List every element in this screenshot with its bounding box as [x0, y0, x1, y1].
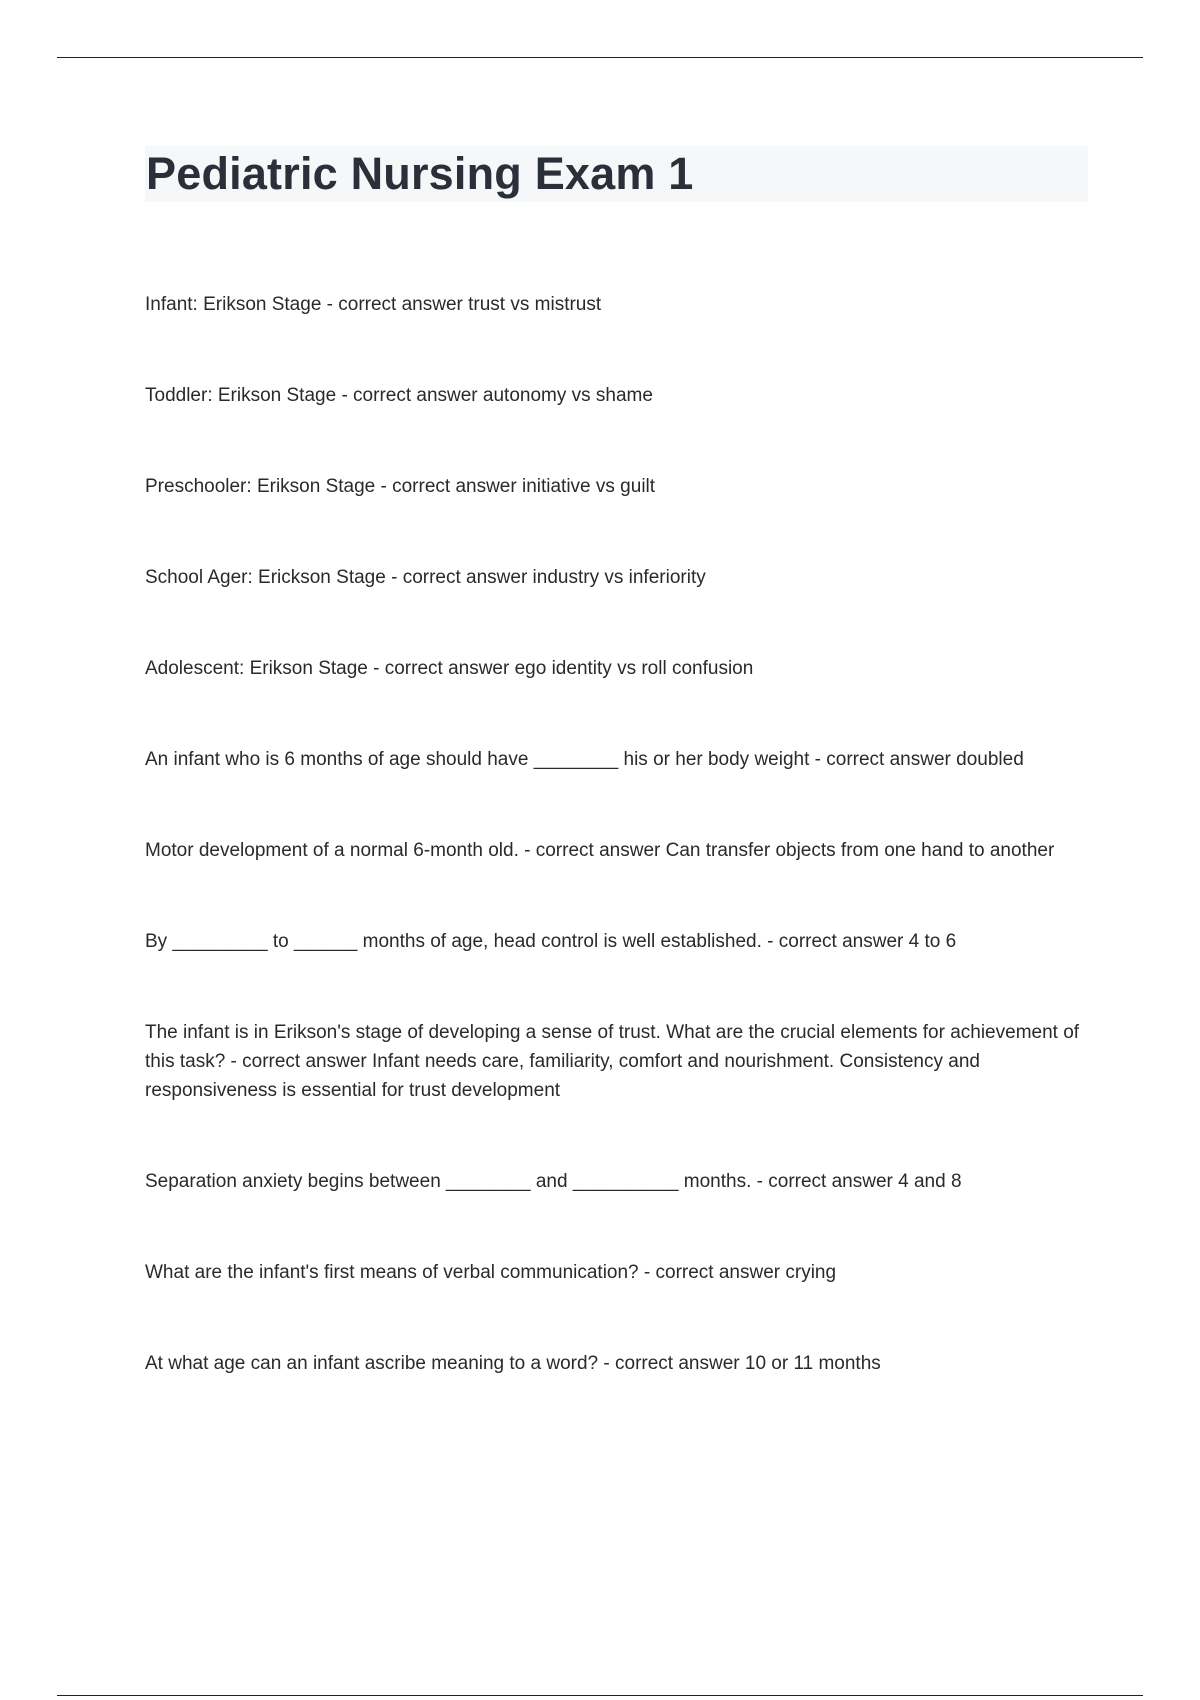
qa-item: By _________ to ______ months of age, head control is well established. - correct answer 4 to 6	[145, 931, 957, 952]
qa-item: What are the infant's first means of verbal communication? - correct answer crying	[145, 1262, 837, 1283]
qa-item: Separation anxiety begins between ________ and __________ months. - correct answer 4 and 8	[145, 1171, 962, 1192]
qa-item: Motor development of a normal 6-month old. - correct answer Can transfer objects from one hand to another	[145, 840, 1055, 861]
qa-item: Preschooler: Erikson Stage - correct answer initiative vs guilt	[145, 476, 656, 497]
qa-item: School Ager: Erickson Stage - correct answer industry vs inferiority	[145, 567, 706, 588]
document-title: Pediatric Nursing Exam 1	[146, 148, 694, 199]
bottom-rule	[57, 1695, 1143, 1696]
qa-item: Infant: Erikson Stage - correct answer trust vs mistrust	[145, 294, 602, 315]
qa-item: The infant is in Erikson's stage of developing a sense of trust. What are the crucial elements for achievement of this task? - correct answer Infant needs care, familiarity, comfort and nourishment. Consistency and responsiveness is essential for trust development	[145, 1022, 1080, 1101]
qa-item: Adolescent: Erikson Stage - correct answer ego identity vs roll confusion	[145, 658, 754, 679]
qa-item: At what age can an infant ascribe meaning to a word? - correct answer 10 or 11 months	[145, 1353, 881, 1374]
top-rule	[57, 57, 1143, 58]
qa-item: An infant who is 6 months of age should have ________ his or her body weight - correct answer doubled	[145, 749, 1024, 770]
qa-list	[145, 290, 1100, 1440]
qa-item: Toddler: Erikson Stage - correct answer autonomy vs shame	[145, 385, 653, 406]
